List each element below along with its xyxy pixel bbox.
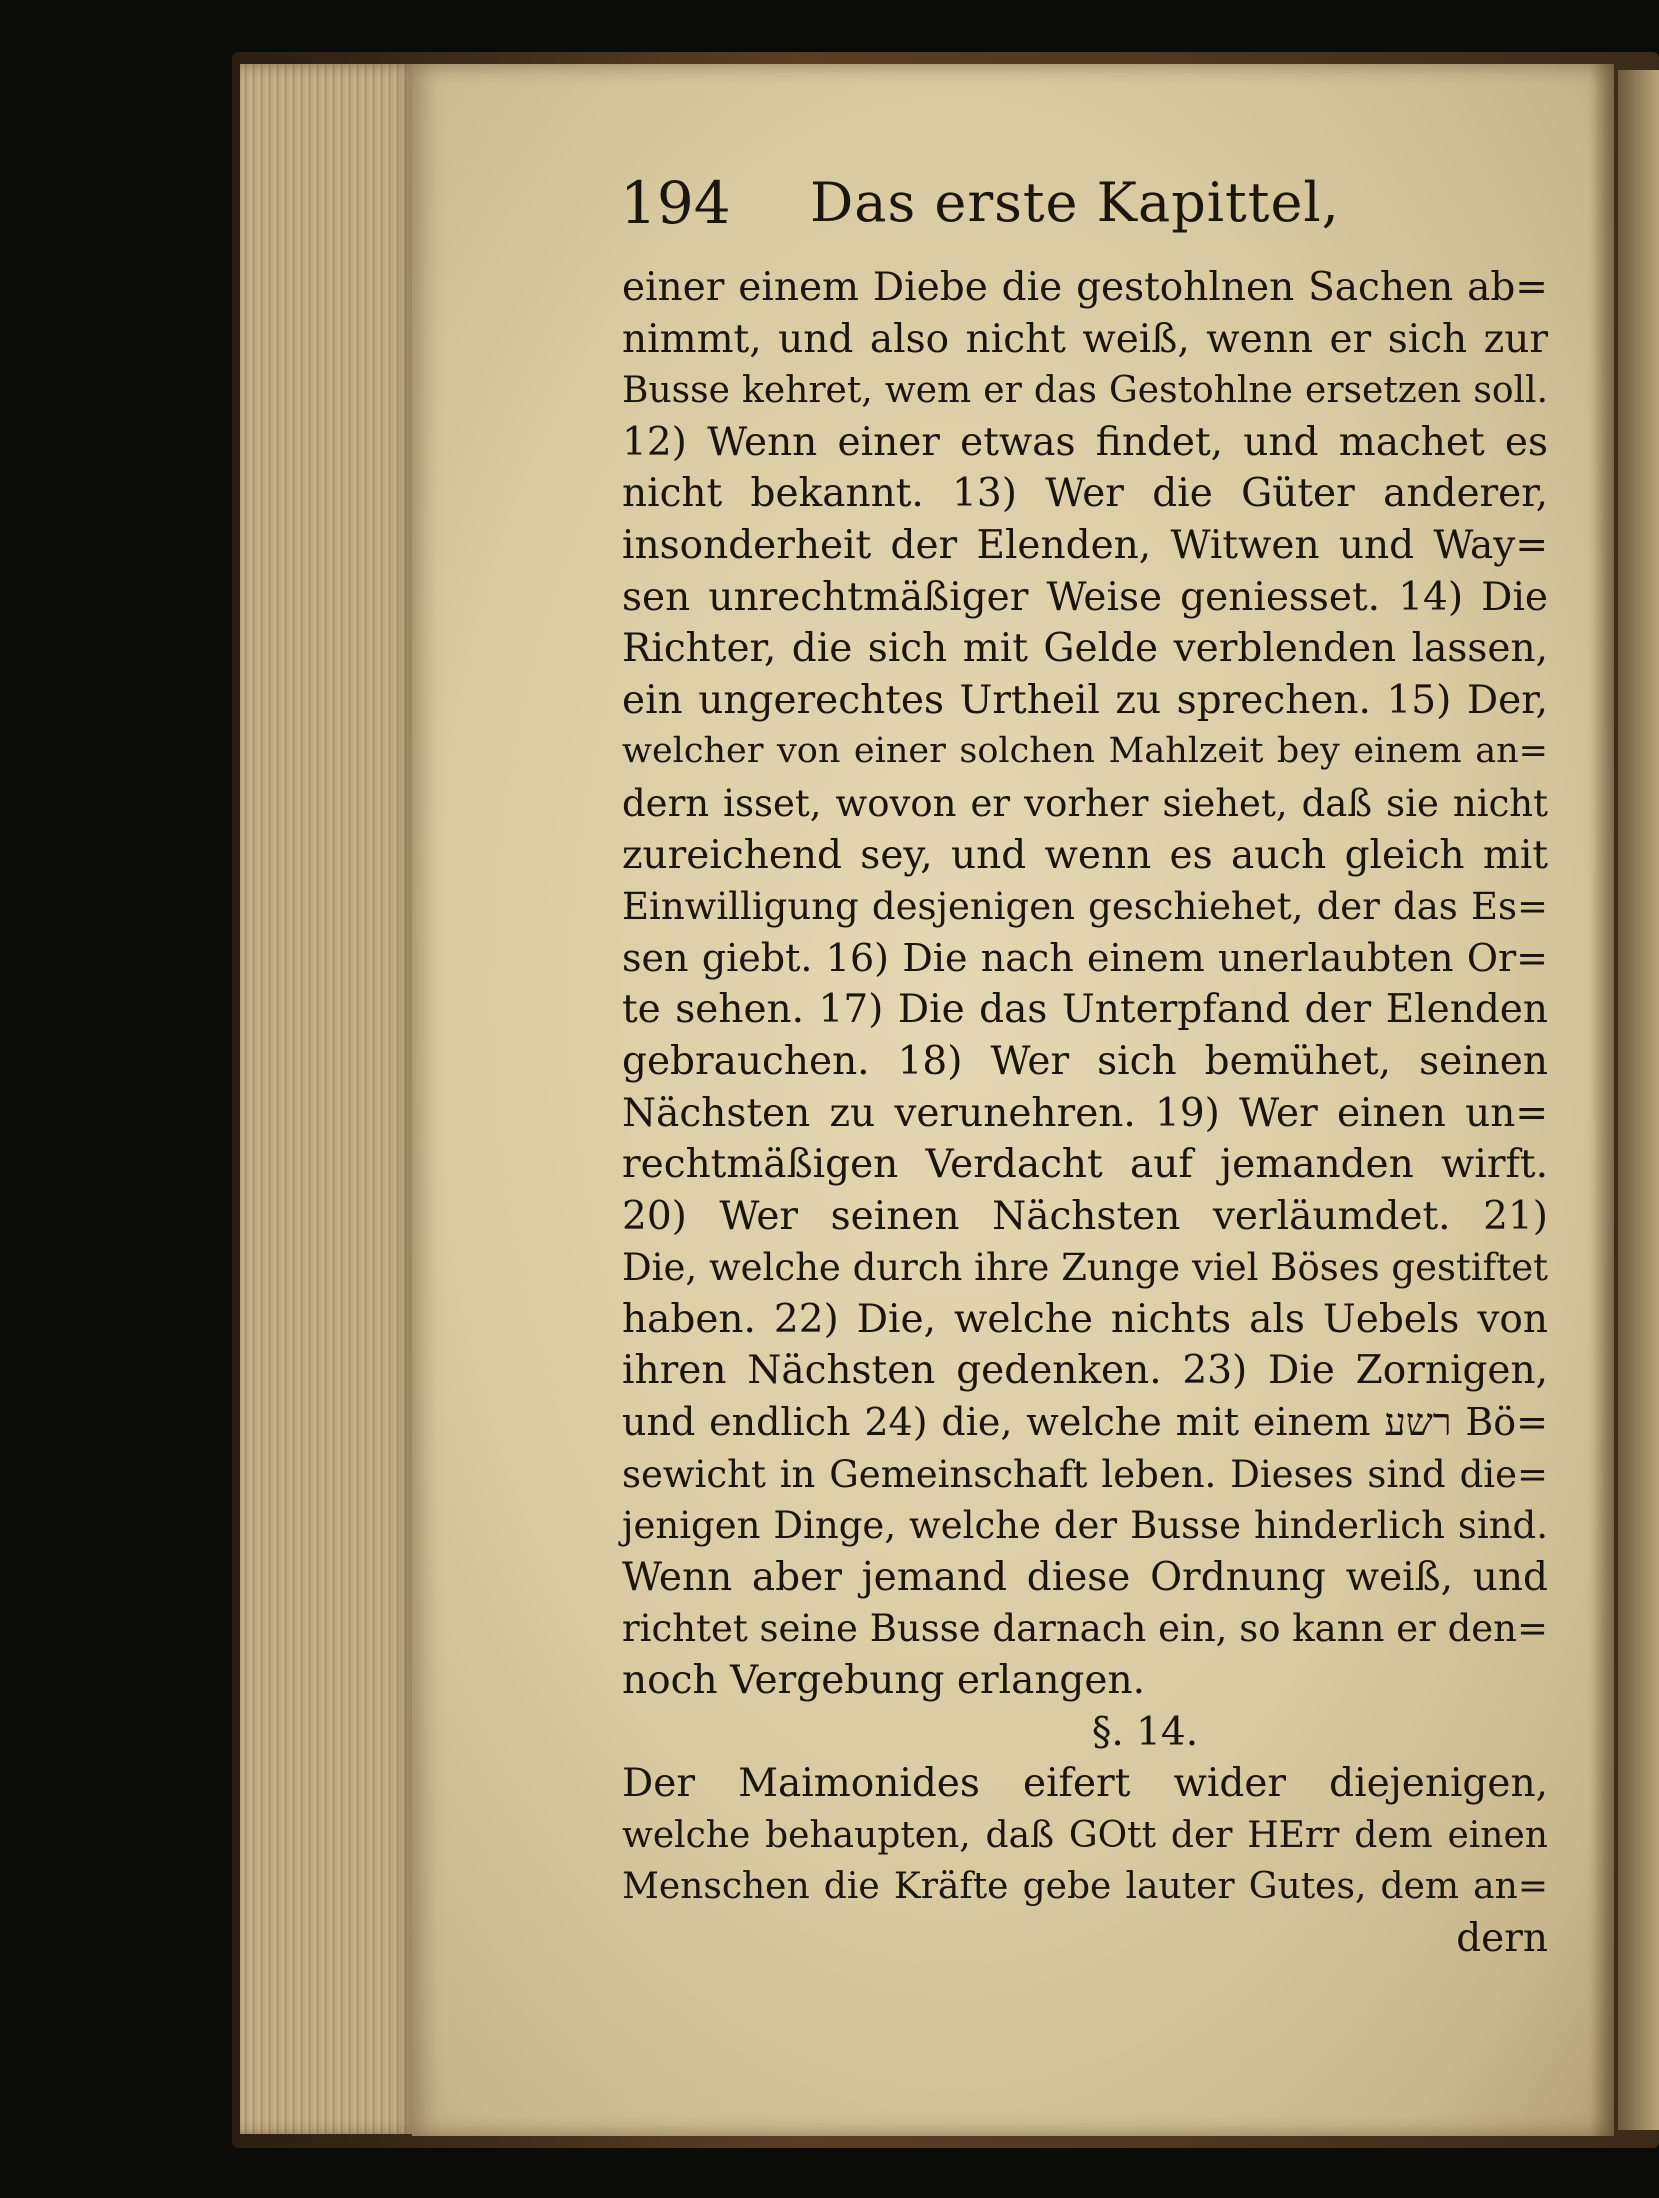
running-title: Das erste Kapittel, [810,171,1340,234]
page-header [620,168,1520,248]
text-line: sen unrechtmäßiger Weise geniesset. 14) Die [622,574,1548,620]
text-line: nimmt, und also nicht weiß, wenn er sich zur [622,316,1548,362]
text-line: gebrauchen. 18) Wer sich bemühet, seinen [622,1038,1548,1084]
catchword: dern [1456,1916,1548,1961]
text-line: Richter, die sich mit Gelde verblenden lassen, [622,626,1548,672]
text-line: haben. 22) Die, welche nichts als Uebels von [622,1296,1548,1342]
text-line: ein ungerechtes Urtheil zu sprechen. 15) Der, [622,677,1548,723]
text-line: jenigen Dinge, welche der Busse hinderlich sind. [622,1504,1548,1548]
text-line: sen giebt. 16) Die nach einem unerlaubten Or= [622,935,1548,980]
text-line: noch Vergebung erlangen. [622,1658,1145,1704]
text-line: ihren Nächsten gedenken. 23) Die Zornigen, [622,1348,1548,1394]
text-line: und endlich 24) die, welche mit einem רשע Bö= [622,1400,1548,1445]
text-line: sewicht in Gemeinschaft leben. Dieses sind die= [622,1452,1548,1496]
page-gutter [1590,64,1620,2136]
text-line: 12) Wenn einer etwas findet, und machet es [622,419,1548,465]
text-line: te sehen. 17) Die das Unterpfand der Elenden [622,987,1548,1033]
text-line: richtet seine Busse darnach ein, so kann er den= [622,1607,1548,1651]
page-number: 194 [620,169,731,237]
facing-page-edge [1618,70,1659,2130]
text-line: insonderheit der Elenden, Witwen und Way= [622,522,1548,568]
text-line: 20) Wer seinen Nächsten verläumdet. 21) [622,1193,1548,1239]
page-edges [240,64,416,2134]
text-line: Wenn aber jemand diese Ordnung weiß, und [622,1554,1548,1600]
text-line: zureichend sey, und wenn es auch gleich mit [622,832,1548,878]
text-line: einer einem Diebe die gestohlnen Sachen ab= [622,265,1548,310]
section-heading: §. 14. [1091,1709,1199,1755]
text-line: Die, welche durch ihre Zunge viel Böses gestiftet [622,1246,1548,1290]
text-line: Nächsten zu verunehren. 19) Wer einen un= [622,1090,1548,1136]
text-line: rechtmäßigen Verdacht auf jemanden wirft. [622,1142,1548,1188]
text-line: Einwilligung desjenigen geschiehet, der das Es= [622,885,1548,929]
text-line: dern isset, wovon er vorher siehet, daß sie nicht [622,781,1548,825]
text-line: Busse kehret, wem er das Gestohlne ersetzen soll. [622,370,1548,412]
text-line: Der Maimonides eifert wider diejenigen, [622,1761,1548,1807]
body-text [622,262,1548,1965]
text-line: Menschen die Kräfte gebe lauter Gutes, dem an= [622,1866,1548,1908]
text-line: nicht bekannt. 13) Wer die Güter anderer, [622,471,1548,517]
text-line: welche behaupten, daß GOtt der HErr dem einen [622,1814,1548,1856]
text-line: welcher von einer solchen Mahlzeit bey einem an= [622,731,1548,772]
